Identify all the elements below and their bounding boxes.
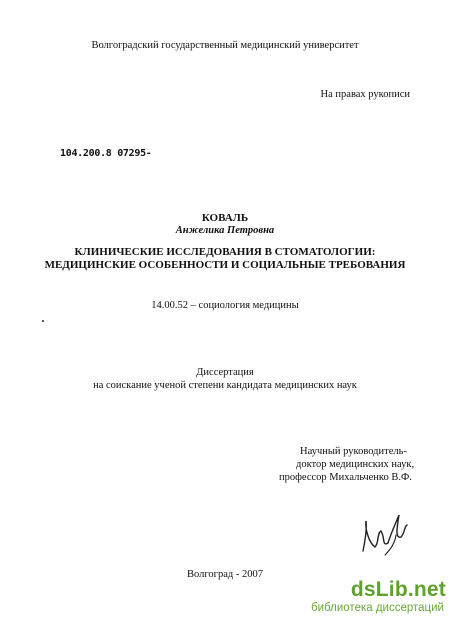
handwritten-signature <box>355 503 415 563</box>
watermark-logo: dsLib.net <box>350 578 446 601</box>
supervisor-degree: доктор медицинских наук, <box>296 459 415 470</box>
scan-speck <box>42 320 44 322</box>
supervisor-role: Научный руководитель- <box>300 446 407 457</box>
degree-heading: Диссертация <box>196 367 254 378</box>
degree-description: на соискание ученой степени кандидата медицинских наук <box>93 380 357 391</box>
university-name: Волгоградский государственный медицинский университет <box>91 40 359 51</box>
watermark-caption: библиотека диссертаций <box>311 602 444 614</box>
supervisor-name: профессор Михальченко В.Ф. <box>279 472 412 483</box>
archive-stamp-number: 104.200.8 07295- <box>60 148 152 159</box>
city-and-year: Волгоград - 2007 <box>187 569 263 580</box>
specialty-code: 14.00.52 – социология медицины <box>151 300 299 311</box>
dissertation-title-line-1: КЛИНИЧЕСКИЕ ИССЛЕДОВАНИЯ В СТОМАТОЛОГИИ: <box>74 246 376 258</box>
manuscript-rights-note: На правах рукописи <box>320 89 410 100</box>
author-given-names: Анжелика Петровна <box>175 225 275 236</box>
dslib-watermark <box>311 578 446 621</box>
author-surname: КОВАЛЬ <box>201 212 249 224</box>
dissertation-title-line-2: МЕДИЦИНСКИЕ ОСОБЕННОСТИ И СОЦИАЛЬНЫЕ ТРЕБОВАНИЯ <box>44 259 406 271</box>
